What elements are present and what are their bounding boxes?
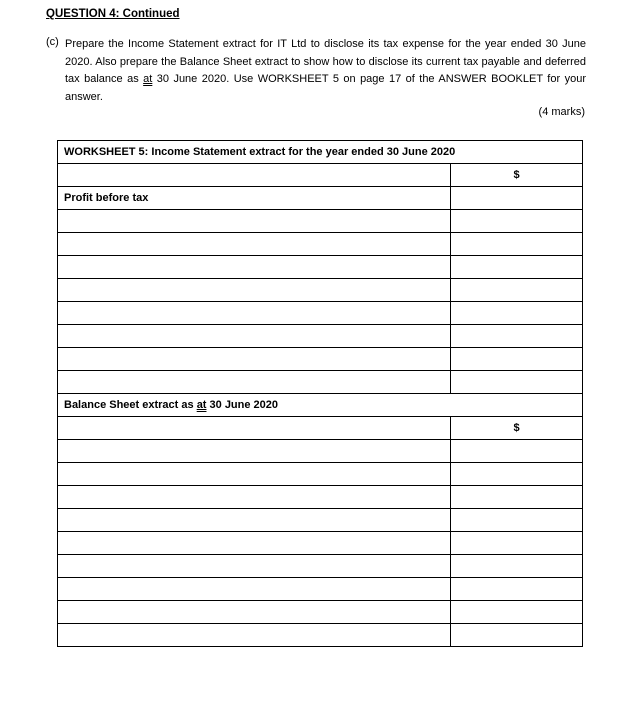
answer-row: [58, 463, 583, 486]
answer-row: [58, 210, 583, 233]
answer-cell[interactable]: [58, 624, 451, 647]
answer-cell[interactable]: [58, 555, 451, 578]
amount-cell[interactable]: [451, 440, 583, 463]
answer-cell[interactable]: [58, 601, 451, 624]
balance-sheet-title-part2: 30 June 2020: [206, 399, 279, 411]
answer-cell[interactable]: [58, 440, 451, 463]
amount-cell[interactable]: [451, 578, 583, 601]
question-at-word: at: [143, 73, 153, 85]
amount-cell[interactable]: [451, 348, 583, 371]
amount-cell[interactable]: [451, 210, 583, 233]
answer-cell[interactable]: [58, 509, 451, 532]
worksheet-title-row: [58, 141, 583, 164]
answer-row: [58, 440, 583, 463]
balance-sheet-title-row: [58, 394, 583, 417]
answer-row: [58, 233, 583, 256]
amount-cell[interactable]: [451, 256, 583, 279]
question-text-part1: Prepare the Income Statement extract for IT Ltd to disclose its tax expense for the year ended 30 June 2020. Also prepare the Balance Sheet extract to show how to disclose its current tax payable and deferred tax balance as: [65, 38, 586, 85]
answer-cell[interactable]: [58, 302, 451, 325]
answer-cell[interactable]: [58, 279, 451, 302]
amount-cell[interactable]: [451, 187, 583, 210]
balance-sheet-at-word: at: [196, 399, 207, 411]
amount-cell[interactable]: [451, 279, 583, 302]
amount-cell[interactable]: [451, 371, 583, 394]
answer-row: [58, 256, 583, 279]
answer-row: [58, 555, 583, 578]
amount-cell[interactable]: [451, 233, 583, 256]
answer-cell[interactable]: [58, 233, 451, 256]
answer-cell[interactable]: [58, 463, 451, 486]
bs-currency-header: $: [451, 417, 583, 440]
amount-cell[interactable]: [451, 555, 583, 578]
answer-row: [58, 532, 583, 555]
amount-cell[interactable]: [451, 624, 583, 647]
answer-row: [58, 371, 583, 394]
question-text: [65, 36, 586, 106]
amount-cell[interactable]: [451, 325, 583, 348]
worksheet-title: WORKSHEET 5: Income Statement extract for the year ended 30 June 2020: [58, 141, 583, 164]
answer-cell[interactable]: [58, 164, 451, 187]
answer-cell[interactable]: [58, 578, 451, 601]
section-heading: QUESTION 4: Continued: [46, 8, 180, 20]
answer-row: [58, 578, 583, 601]
question-text-part2: 30 June 2020. Use WORKSHEET 5 on page 17 of the ANSWER BOOKLET for your answer.: [65, 73, 586, 103]
currency-header-row: [58, 164, 583, 187]
amount-cell[interactable]: [451, 302, 583, 325]
profit-before-tax-label: Profit before tax: [58, 187, 451, 210]
currency-header: $: [451, 164, 583, 187]
answer-cell[interactable]: [58, 532, 451, 555]
amount-cell[interactable]: [451, 463, 583, 486]
question-label: (c): [46, 36, 59, 48]
answer-row: [58, 279, 583, 302]
balance-sheet-title-part1: Balance Sheet extract as: [64, 399, 197, 411]
balance-sheet-title: [58, 394, 583, 417]
answer-cell[interactable]: [58, 371, 451, 394]
answer-cell[interactable]: [58, 417, 451, 440]
bs-currency-header-row: [58, 417, 583, 440]
answer-row: [58, 486, 583, 509]
worksheet-5-table: [57, 140, 583, 647]
amount-cell[interactable]: [451, 509, 583, 532]
answer-row: [58, 509, 583, 532]
amount-cell[interactable]: [451, 601, 583, 624]
answer-cell[interactable]: [58, 210, 451, 233]
answer-row: [58, 325, 583, 348]
answer-row: [58, 348, 583, 371]
marks-label: (4 marks): [538, 106, 585, 118]
answer-row: [58, 601, 583, 624]
question-c: [46, 36, 586, 106]
profit-before-tax-row: [58, 187, 583, 210]
answer-cell[interactable]: [58, 325, 451, 348]
amount-cell[interactable]: [451, 532, 583, 555]
answer-row: [58, 624, 583, 647]
answer-cell[interactable]: [58, 348, 451, 371]
answer-cell[interactable]: [58, 486, 451, 509]
answer-cell[interactable]: [58, 256, 451, 279]
answer-row: [58, 302, 583, 325]
amount-cell[interactable]: [451, 486, 583, 509]
